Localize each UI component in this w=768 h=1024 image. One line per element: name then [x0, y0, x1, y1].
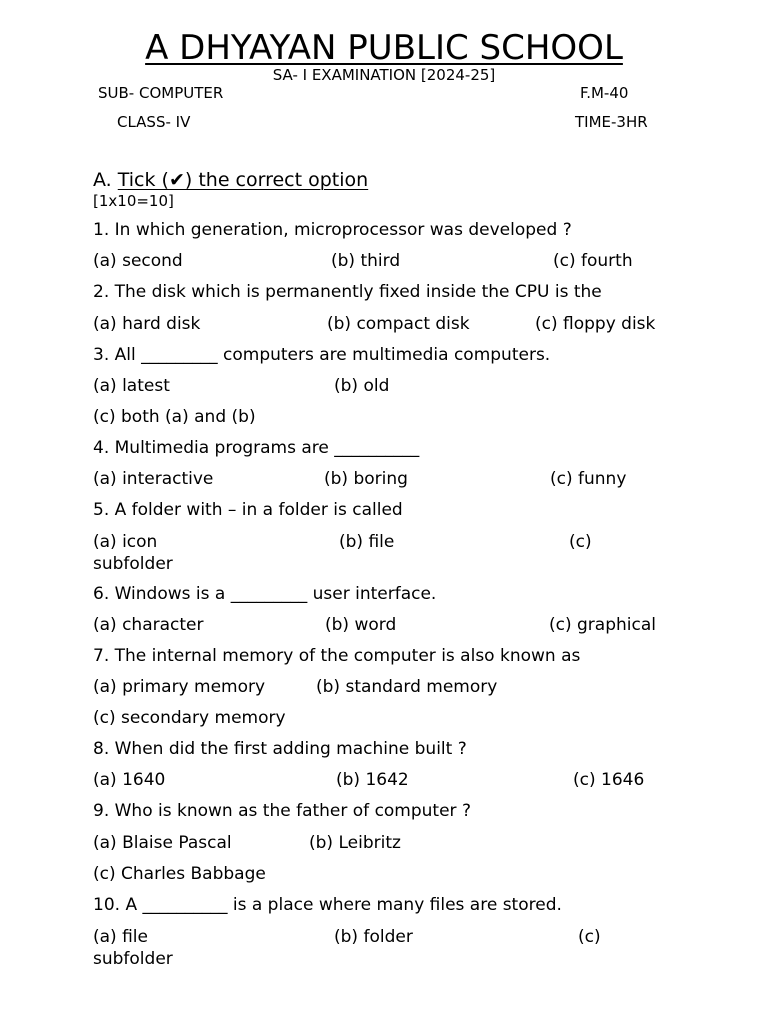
q10-option-b: (b) folder: [334, 927, 413, 947]
q1-option-c: (c) fourth: [553, 251, 633, 271]
question-3: 3. All _________ computers are multimedia computers.: [93, 345, 551, 365]
subject-label: SUB- COMPUTER: [98, 84, 224, 102]
q6-option-a: (a) character: [93, 615, 204, 635]
q10-option-c: (c) subfolder: [93, 927, 601, 969]
q9-option-a: (a) Blaise Pascal: [93, 833, 232, 853]
q10-option-a: (a) file: [93, 927, 148, 947]
q3-option-a: (a) latest: [93, 376, 170, 396]
question-8: 8. When did the first adding machine built ?: [93, 739, 467, 759]
full-marks-label: F.M-40: [580, 84, 629, 102]
section-title: Tick (✔) the correct option: [117, 169, 369, 191]
q2-option-a: (a) hard disk: [93, 314, 201, 334]
q6-option-b: (b) word: [325, 615, 397, 635]
section-letter: A.: [93, 169, 118, 191]
question-9: 9. Who is known as the father of computer ?: [93, 801, 471, 821]
question-6: 6. Windows is a _________ user interface.: [93, 584, 437, 604]
q4-option-c: (c) funny: [550, 469, 627, 489]
question-2: 2. The disk which is permanently fixed inside the CPU is the: [93, 282, 602, 302]
question-1: 1. In which generation, microprocessor was developed ?: [93, 220, 572, 240]
question-10: 10. A __________ is a place where many files are stored.: [93, 895, 562, 915]
question-4: 4. Multimedia programs are __________: [93, 438, 420, 458]
q7-option-c: (c) secondary memory: [93, 708, 286, 728]
q7-option-b: (b) standard memory: [316, 677, 498, 697]
q8-option-c: (c) 1646: [573, 770, 645, 790]
question-5: 5. A folder with – in a folder is called: [93, 500, 403, 520]
q7-option-a: (a) primary memory: [93, 677, 266, 697]
q1-option-b: (b) third: [331, 251, 401, 271]
q5-option-c: (c) subfolder: [93, 532, 592, 574]
q5-option-b: (b) file: [339, 532, 395, 552]
school-name: A DHYAYAN PUBLIC SCHOOL: [145, 28, 623, 68]
q8-option-a: (a) 1640: [93, 770, 166, 790]
q4-option-b: (b) boring: [324, 469, 408, 489]
q9-option-b: (b) Leibritz: [309, 833, 401, 853]
q5-option-a: (a) icon: [93, 532, 158, 552]
q3-option-c: (c) both (a) and (b): [93, 407, 256, 427]
question-7: 7. The internal memory of the computer is also known as: [93, 646, 581, 666]
class-label: CLASS- IV: [117, 113, 191, 131]
exam-title: SA- I EXAMINATION [2024-25]: [272, 66, 496, 84]
q6-option-c: (c) graphical: [549, 615, 656, 635]
q8-option-b: (b) 1642: [336, 770, 409, 790]
q9-option-c: (c) Charles Babbage: [93, 864, 266, 884]
q4-option-a: (a) interactive: [93, 469, 214, 489]
q2-option-b: (b) compact disk: [327, 314, 470, 334]
time-label: TIME-3HR: [575, 113, 648, 131]
q3-option-b: (b) old: [334, 376, 390, 396]
section-heading: [93, 168, 368, 192]
q1-option-a: (a) second: [93, 251, 183, 271]
q2-option-c: (c) floppy disk: [535, 314, 656, 334]
section-marks: [1x10=10]: [93, 192, 174, 210]
